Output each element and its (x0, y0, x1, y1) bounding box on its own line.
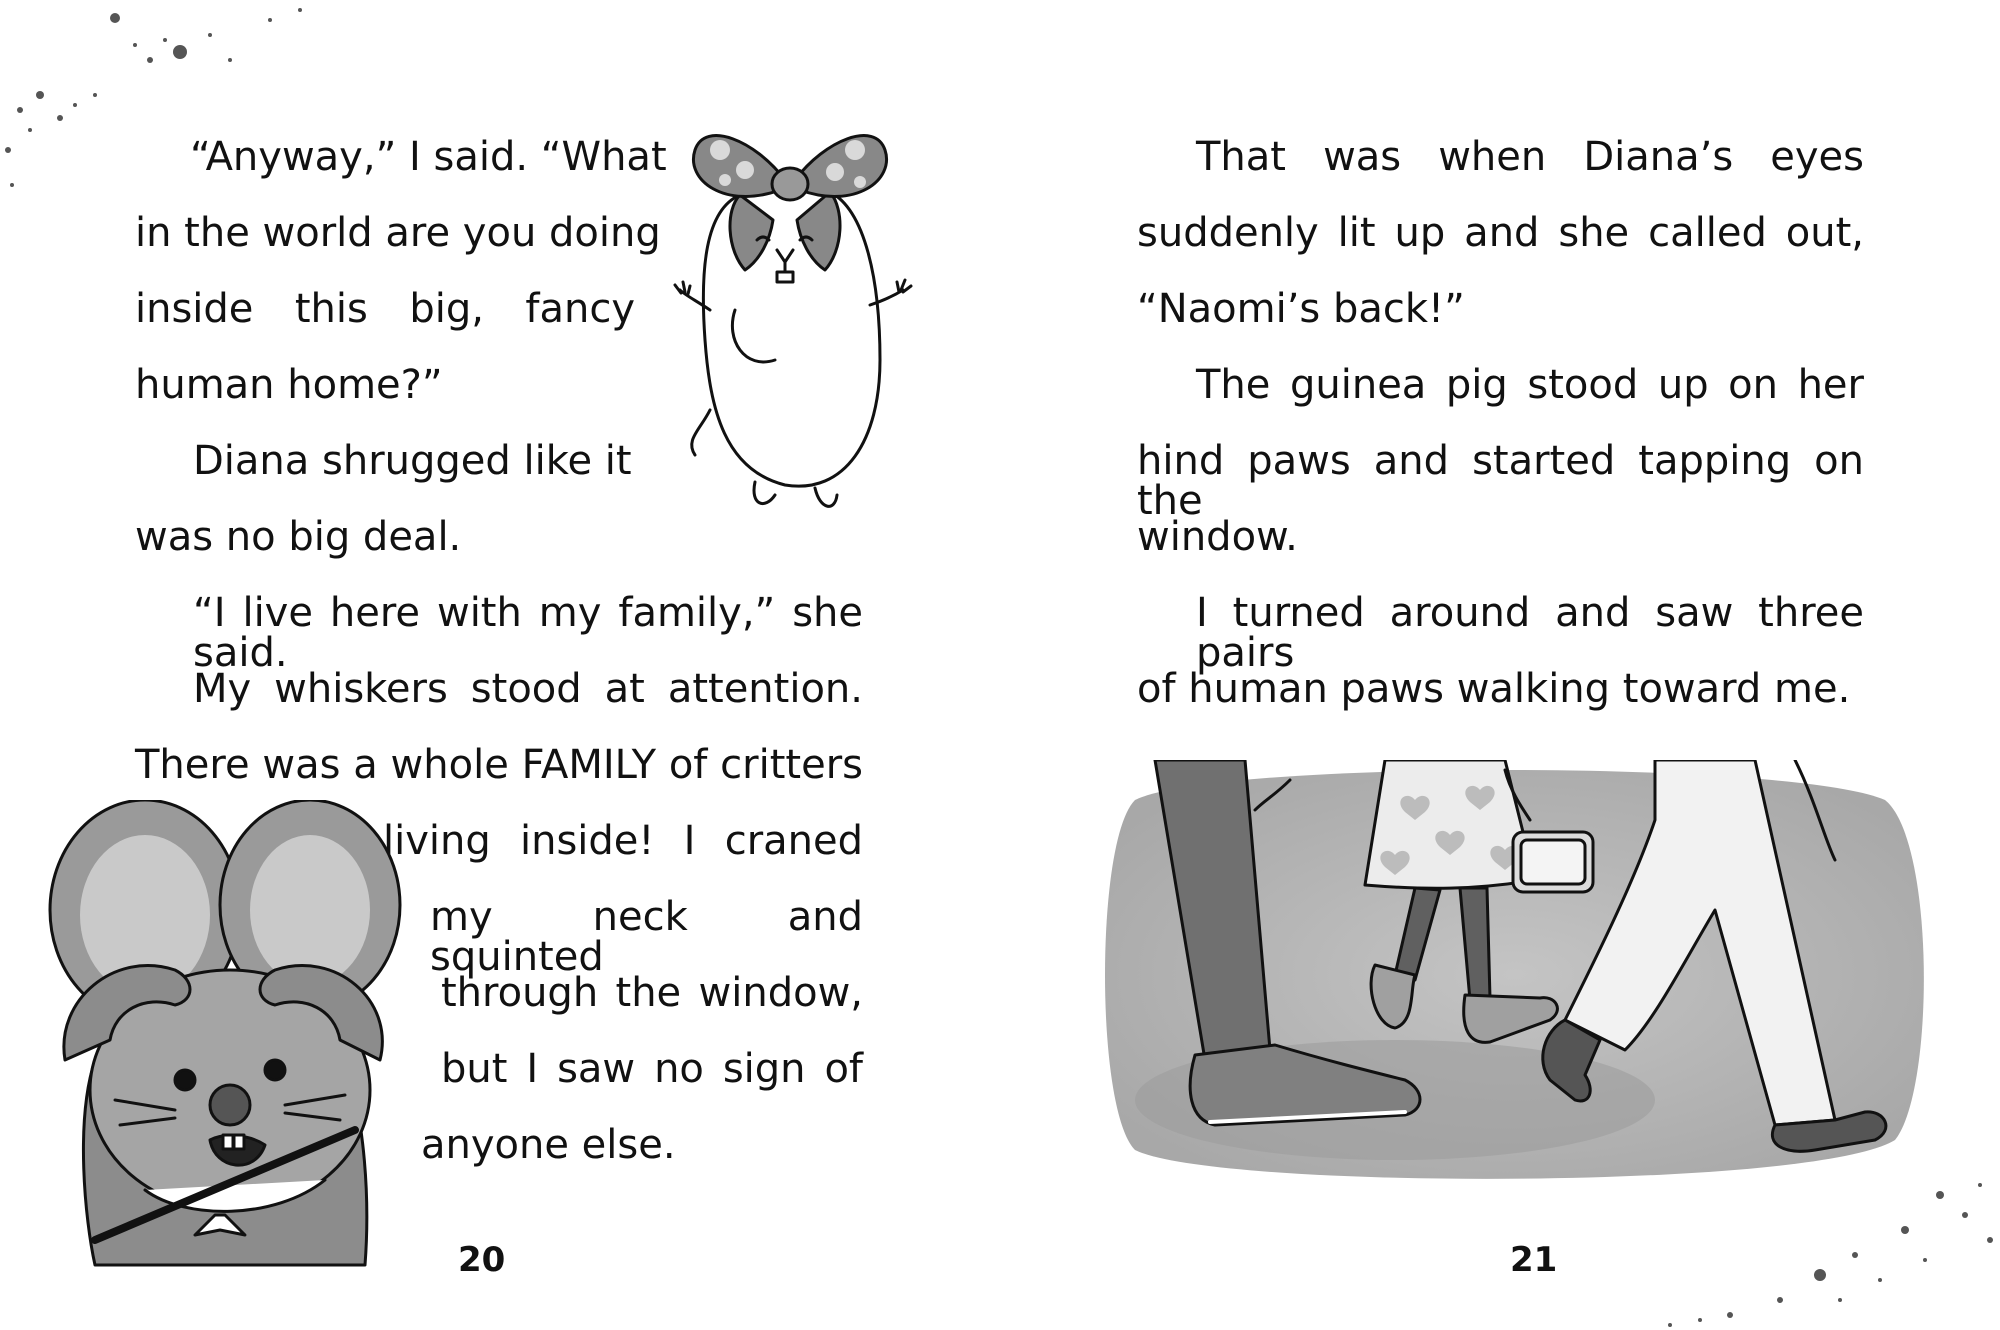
text-line: suddenly lit up and she called out, (1137, 210, 1864, 256)
text-line: was no big deal. (135, 514, 462, 560)
page-number: 20 (458, 1240, 506, 1280)
text-line: of human paws walking toward me. (1137, 666, 1851, 712)
text-line: That was when Diana’s eyes (1196, 134, 1864, 180)
guinea-pig-with-bow-icon (665, 110, 915, 530)
text-line: inside this big, fancy (135, 286, 635, 332)
text-line: There was a whole FAMILY of critters (135, 742, 863, 788)
text-line: My whiskers stood at attention. (193, 666, 863, 712)
text-line: human home?” (135, 362, 443, 408)
walking-feet-scene (1095, 760, 1925, 1190)
text-line: in the world are you doing (135, 210, 661, 256)
page-number: 21 (1510, 1240, 1558, 1280)
text-line: I turned around and saw three pairs (1196, 590, 1864, 676)
text-line: “I live here with my family,” she said. (193, 590, 863, 676)
text-line: “Anyway,” I said. “What (190, 134, 667, 180)
text-line: “Naomi’s back!” (1137, 286, 1465, 332)
text-line: hind paws and started tapping on the (1137, 438, 1864, 524)
text-line: living inside! I craned (383, 818, 863, 864)
text-line: The guinea pig stood up on her (1196, 362, 1864, 408)
text-line: but I saw no sign of (441, 1046, 863, 1092)
text-line: anyone else. (421, 1122, 676, 1168)
right-page (1000, 0, 2000, 1330)
text-line: through the window, (441, 970, 863, 1016)
text-line: window. (1137, 514, 1298, 560)
text-line: my neck and squinted (430, 894, 863, 980)
mouse-covering-eyes-icon (35, 800, 405, 1270)
text-line: Diana shrugged like it (193, 438, 632, 484)
